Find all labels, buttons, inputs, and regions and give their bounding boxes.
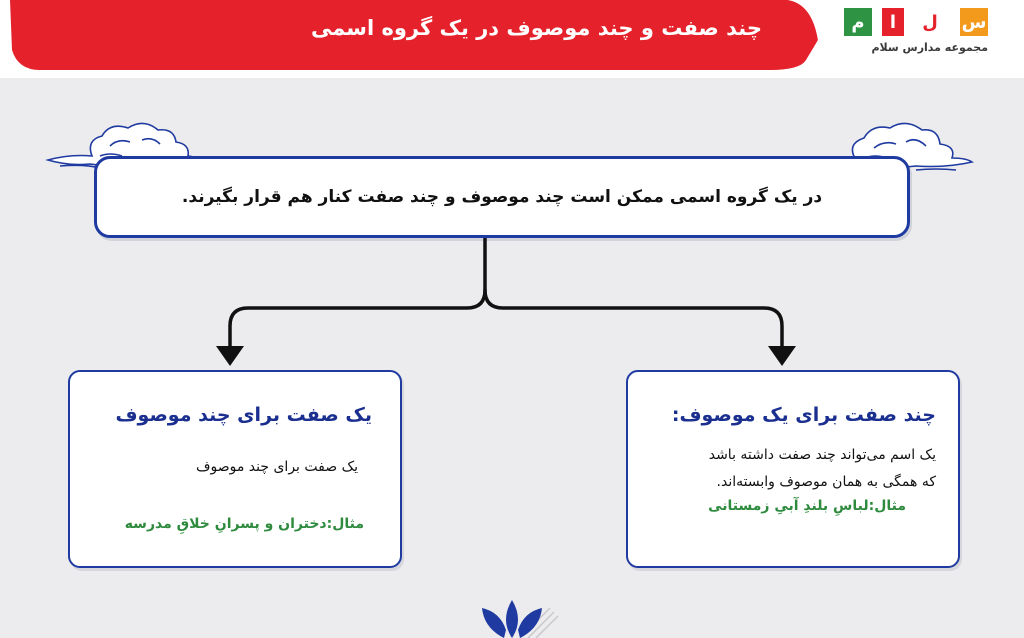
logo-letter-sin: س [960, 8, 988, 36]
logo-subtitle: مجموعه مدارس سلام [871, 41, 988, 54]
card-body-line: یک اسم می‌تواند چند صفت داشته باشد [708, 447, 936, 463]
card-body-line: که همگی به همان موصوف وابسته‌اند. [716, 474, 936, 490]
card-multiple-adjectives [626, 370, 960, 568]
card-example: مثال:دختران و پسرانِ خلاقِ مدرسه [124, 516, 364, 532]
leaf-logo-icon [470, 590, 560, 638]
arrow-down-icon [216, 346, 244, 366]
logo-letter-lam: ل [922, 11, 938, 33]
card-body-line: یک صفت برای چند موصوف [195, 459, 358, 475]
card-title: یک صفت برای چند موصوف [115, 404, 372, 426]
card-example: مثال:لباسِ بلندِ آبیِ زمستانی [708, 498, 906, 514]
page-title: چند صفت و چند موصوف در یک گروه اسمی [310, 16, 762, 40]
main-statement-box [94, 156, 910, 238]
arrow-down-icon [768, 346, 796, 366]
logo-letter-mim: م [844, 8, 872, 36]
logo-letter-alef: ا [882, 8, 904, 36]
card-title: چند صفت برای یک موصوف: [671, 404, 936, 426]
card-multiple-nouns [68, 370, 402, 568]
main-statement: در یک گروه اسمی ممکن است چند موصوف و چند صفت کنار هم قرار بگیرند. [181, 187, 823, 207]
